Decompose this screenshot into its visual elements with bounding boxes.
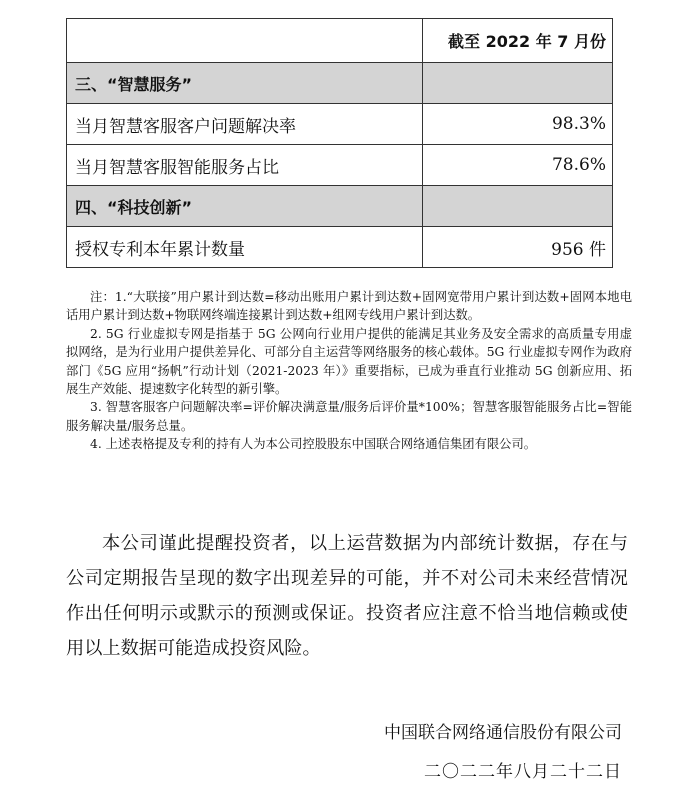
note-1: 注：1.“大联接”用户累计到达数=移动出账用户累计到达数+固网宽带用户累计到达数+固网本地电话用户累计到达数+物联网终端连接累计到达数+组网专线用户累计到达数。 [66, 290, 632, 323]
row-value: 78.6% [423, 145, 613, 186]
header-label-cell [67, 19, 423, 63]
table-notes [66, 288, 632, 454]
header-period-cell: 截至 2022 年 7 月份 [423, 19, 613, 63]
note-2: 2. 5G 行业虚拟专网是指基于 5G 公网向行业用户提供的能满足其业务及安全需求的高质量专用虚拟网络，是为行业用户提供差异化、可部分自主运营等网络服务的核心载体。5G 行业虚拟专网作为政府部门《5G 应用“扬帆”行动计划（2021-2023 年）》重要指标，已成为垂直行业推动 5G 创新应用、拓展生产效能、提速数字化转型的新引擎。 [66, 326, 632, 397]
row-label: 授权专利本年累计数量 [67, 227, 423, 268]
section-title: 三、“智慧服务” [67, 63, 423, 104]
investor-reminder-paragraph: 本公司谨此提醒投资者，以上运营数据为内部统计数据，存在与公司定期报告呈现的数字出现差异的可能，并不对公司未来经营情况作出任何明示或默示的预测或保证。投资者应注意不恰当地信赖或使用以上数据可能造成投资风险。 [66, 533, 628, 659]
section-blank-cell [423, 63, 613, 104]
row-value: 98.3% [423, 104, 613, 145]
row-label: 当月智慧客服智能服务占比 [67, 145, 423, 186]
operating-data-table [66, 18, 613, 268]
table-row [67, 145, 613, 186]
table-header-row [67, 19, 613, 63]
section-blank-cell [423, 186, 613, 227]
section-title: 四、“科技创新” [67, 186, 423, 227]
section-row-smart-service [67, 63, 613, 104]
note-4: 4. 上述表格提及专利的持有人为本公司控股股东中国联合网络通信集团有限公司。 [90, 437, 537, 452]
table-row [67, 104, 613, 145]
row-label: 当月智慧客服客户问题解决率 [67, 104, 423, 145]
table-row [67, 227, 613, 268]
signature-date: 二〇二二年八月二十二日 [424, 762, 622, 782]
row-value: 956 件 [423, 227, 613, 268]
note-3: 3. 智慧客服客户问题解决率=评价解决满意量/服务后评价量*100%；智慧客服智能服务占比=智能服务解决量/服务总量。 [66, 400, 632, 433]
signature-company: 中国联合网络通信股份有限公司 [384, 723, 622, 743]
section-row-tech-innovation [67, 186, 613, 227]
